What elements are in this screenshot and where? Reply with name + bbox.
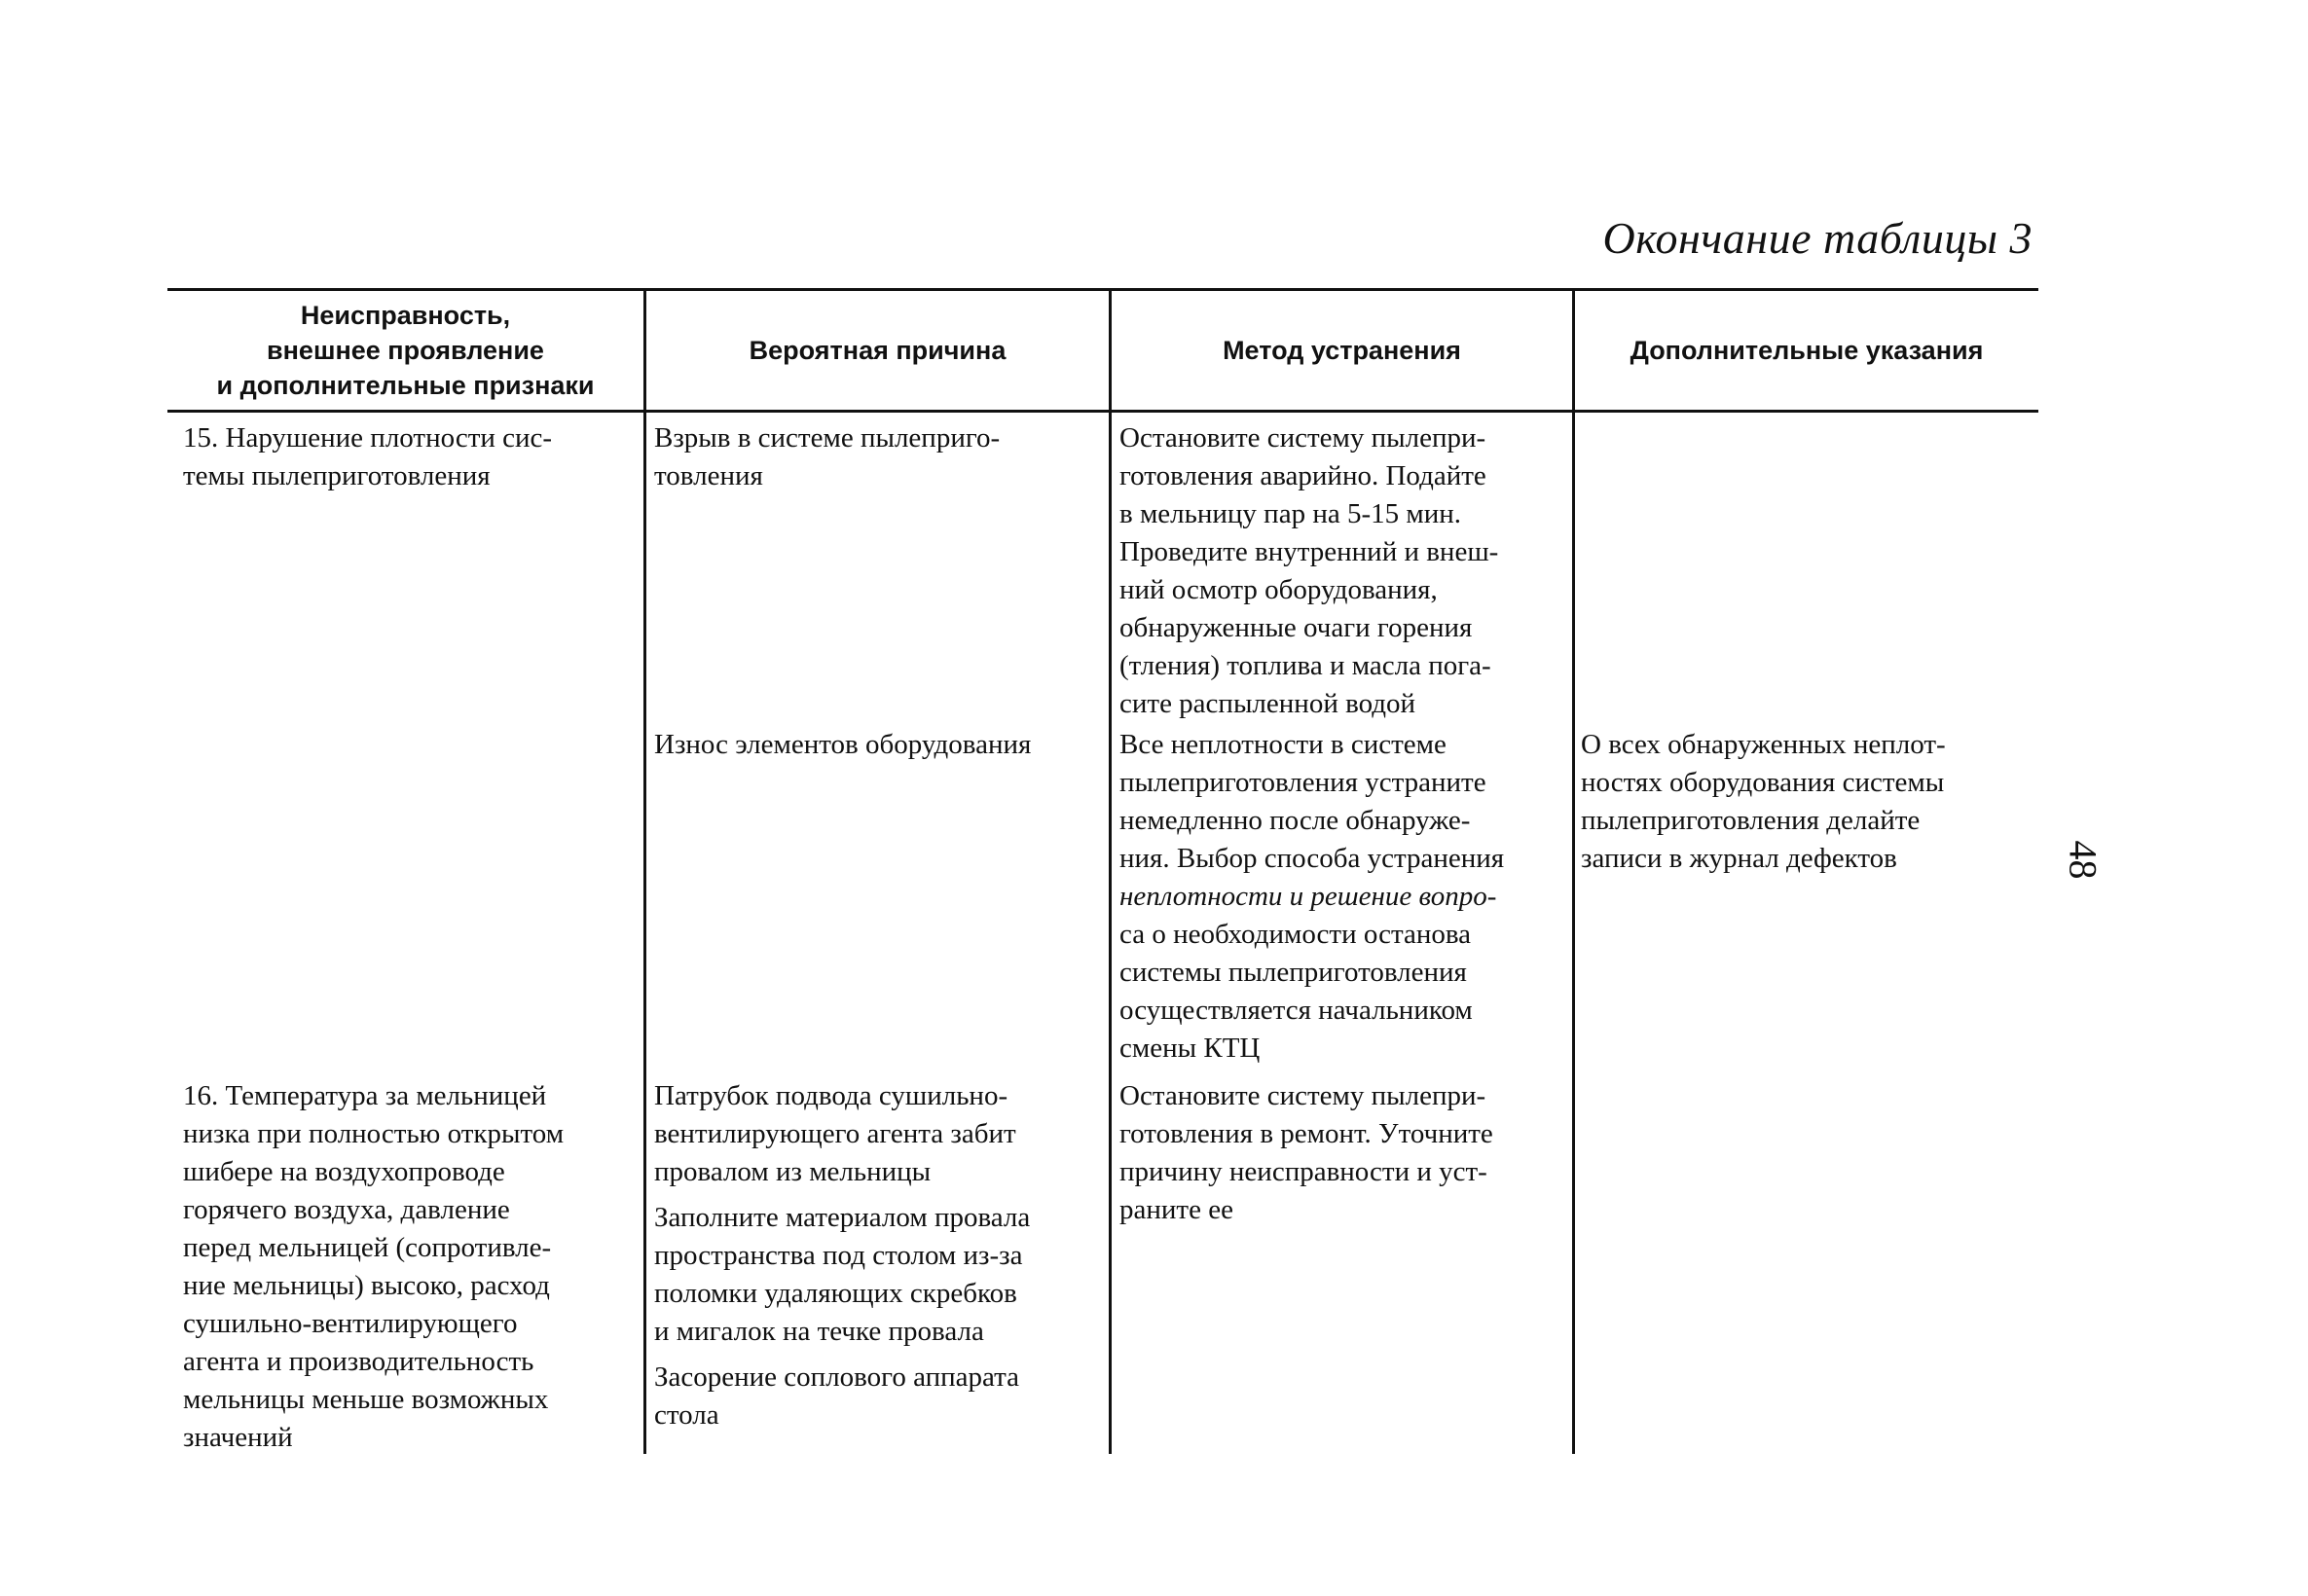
column-divider-1 [643, 289, 646, 1454]
row-15-method-1: Остановите систему пылепри- готовления аварийно. Подайте в мельницу пар на 5-15 мин. Проведите внутренний и внеш- ний осмотр оборудования, обнаруженные очаги горения (тления) топлива и масла пога- сите распыленной водой [1119, 422, 1499, 719]
column-divider-2 [1109, 289, 1112, 1454]
header-notes: Дополнительные указания [1630, 336, 1984, 365]
header-method: Метод устранения [1223, 336, 1461, 365]
row-15-notes: О всех обнаруженных неплот- ностях оборудования системы пылеприготовления делайте записи в журнал дефектов [1581, 729, 1946, 874]
header-fault: Неисправность, внешнее проявление и дополнительные признаки [216, 301, 595, 400]
row-16-cause-1: Патрубок подвода сушильно- вентилирующего агента забит провалом из мельницы [654, 1080, 1016, 1187]
row-16-method: Остановите систему пылепри- готовления в ремонт. Уточните причину неисправности и уст- раните ее [1119, 1080, 1493, 1225]
row-16-causes [654, 1077, 1102, 1434]
page-number: 48 [2061, 840, 2106, 880]
row-16-cause-2: Заполните материалом провала пространства под столом из-за поломки удаляющих скребков и мигалок на течке провала [654, 1202, 1031, 1347]
row-15-fault: 15. Нарушение плотности сис- темы пылеприготовления [183, 422, 553, 491]
table-caption: Окончание таблицы 3 [1602, 213, 2033, 263]
row-15-method-2: Все неплотности в системе пылеприготовления устраните немедленно после обнаруже- ния. Выбор способа устранения неплотности и решение вопро- са о необходимости останова системы пылеприготовления осуществляется начальником смены КТЦ [1119, 729, 1505, 1064]
row-16-fault: 16. Температура за мельницей низка при полностью открытом шибере на воздухопроводе горячего воздуха, давление перед мельницей (сопротивле- ние мельницы) высоко, расход сушильно-вентилирующего агента и производительность мельницы меньше возможных значений [183, 1080, 565, 1453]
row-15-cause-1: Взрыв в системе пылеприго- товления [654, 422, 1001, 491]
header-cause: Вероятная причина [749, 336, 1007, 365]
row-15-cause-2: Износ элементов оборудования [654, 729, 1032, 760]
column-divider-3 [1572, 289, 1575, 1454]
row-16-cause-3: Засорение соплового аппарата стола [654, 1361, 1020, 1431]
